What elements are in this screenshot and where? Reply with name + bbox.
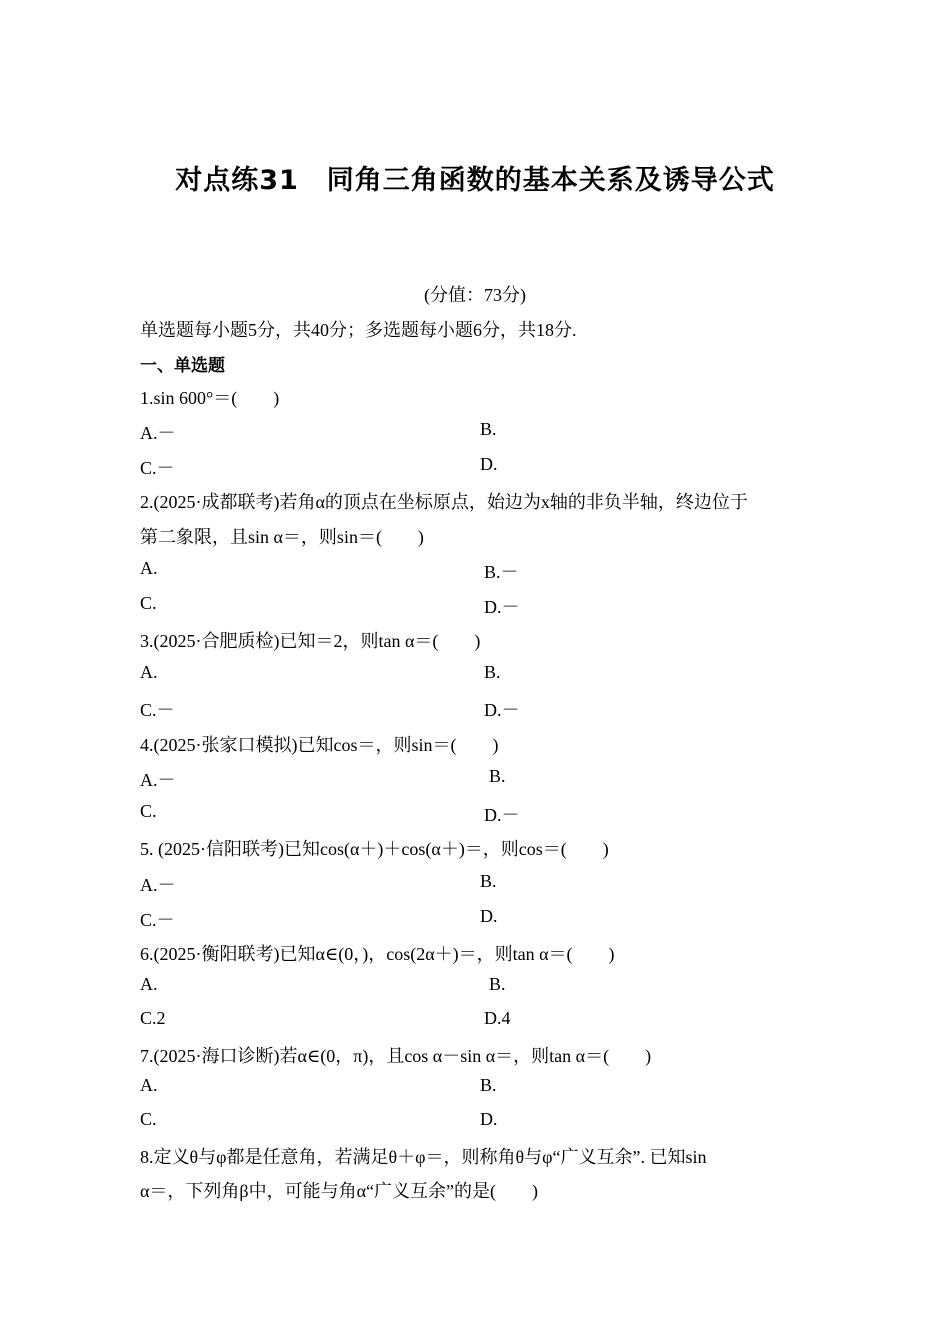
question-5: 5. (2025·信阳联考)已知cos(α＋)＋cos(α＋)＝，则cos＝( ) [140,839,609,859]
q4-option-a[interactable]: A.－ [140,770,176,790]
q2-option-a[interactable]: A. [140,558,158,578]
q3-option-a[interactable]: A. [140,662,158,682]
q6-option-d[interactable]: D.4 [484,1008,511,1028]
q5-option-d[interactable]: D. [480,906,498,926]
score-info: (分值：73分) [424,285,526,305]
q5-option-c[interactable]: C.－ [140,910,175,930]
q4-option-d[interactable]: D.－ [484,805,520,825]
question-2-line-2: 第二象限，且sin α＝，则sin＝( ) [140,527,424,547]
q6-option-a[interactable]: A. [140,974,158,994]
question-2-line-1: 2.(2025·成都联考)若角α的顶点在坐标原点，始边为x轴的非负半轴，终边位于 [140,492,748,512]
q4-option-b[interactable]: B. [489,766,506,786]
q5-option-a[interactable]: A.－ [140,875,176,895]
q5-option-b[interactable]: B. [480,871,497,891]
q3-option-b[interactable]: B. [484,662,501,682]
q1-option-d[interactable]: D. [480,454,498,474]
q6-option-c[interactable]: C.2 [140,1008,166,1028]
q3-option-c[interactable]: C.－ [140,700,175,720]
q2-option-c[interactable]: C. [140,593,157,613]
question-4: 4.(2025·张家口模拟)已知cos＝，则sin＝( ) [140,735,499,755]
section-heading: 一、单选题 [140,356,225,376]
q7-option-c[interactable]: C. [140,1109,157,1129]
q2-option-d[interactable]: D.－ [484,597,520,617]
question-3: 3.(2025·合肥质检)已知＝2，则tan α＝( ) [140,631,481,651]
q7-option-b[interactable]: B. [480,1075,497,1095]
q1-option-a[interactable]: A.－ [140,423,176,443]
intro-text: 单选题每小题5分，共40分；多选题每小题6分，共18分. [140,320,577,340]
question-1: 1.sin 600°＝( ) [140,388,280,408]
q6-option-b[interactable]: B. [489,974,506,994]
question-8-line-2: α＝，下列角β中，可能与角α“广义互余”的是( ) [140,1181,538,1201]
page-title: 对点练31 同角三角函数的基本关系及诱导公式 [175,165,775,196]
q4-option-c[interactable]: C. [140,801,157,821]
question-8-line-1: 8.定义θ与φ都是任意角，若满足θ＋φ＝，则称角θ与φ“广义互余”. 已知sin [140,1147,707,1167]
question-7: 7.(2025·海口诊断)若α∈(0，π)，且cos α－sin α＝，则tan α＝( ) [140,1046,652,1066]
q1-option-c[interactable]: C.－ [140,458,175,478]
q1-option-b[interactable]: B. [480,419,497,439]
q2-option-b[interactable]: B.－ [484,562,519,582]
q7-option-a[interactable]: A. [140,1075,158,1095]
q3-option-d[interactable]: D.－ [484,700,520,720]
q7-option-d[interactable]: D. [480,1109,498,1129]
question-6: 6.(2025·衡阳联考)已知α∈(0，)，cos(2α＋)＝，则tan α＝( ) [140,944,615,964]
